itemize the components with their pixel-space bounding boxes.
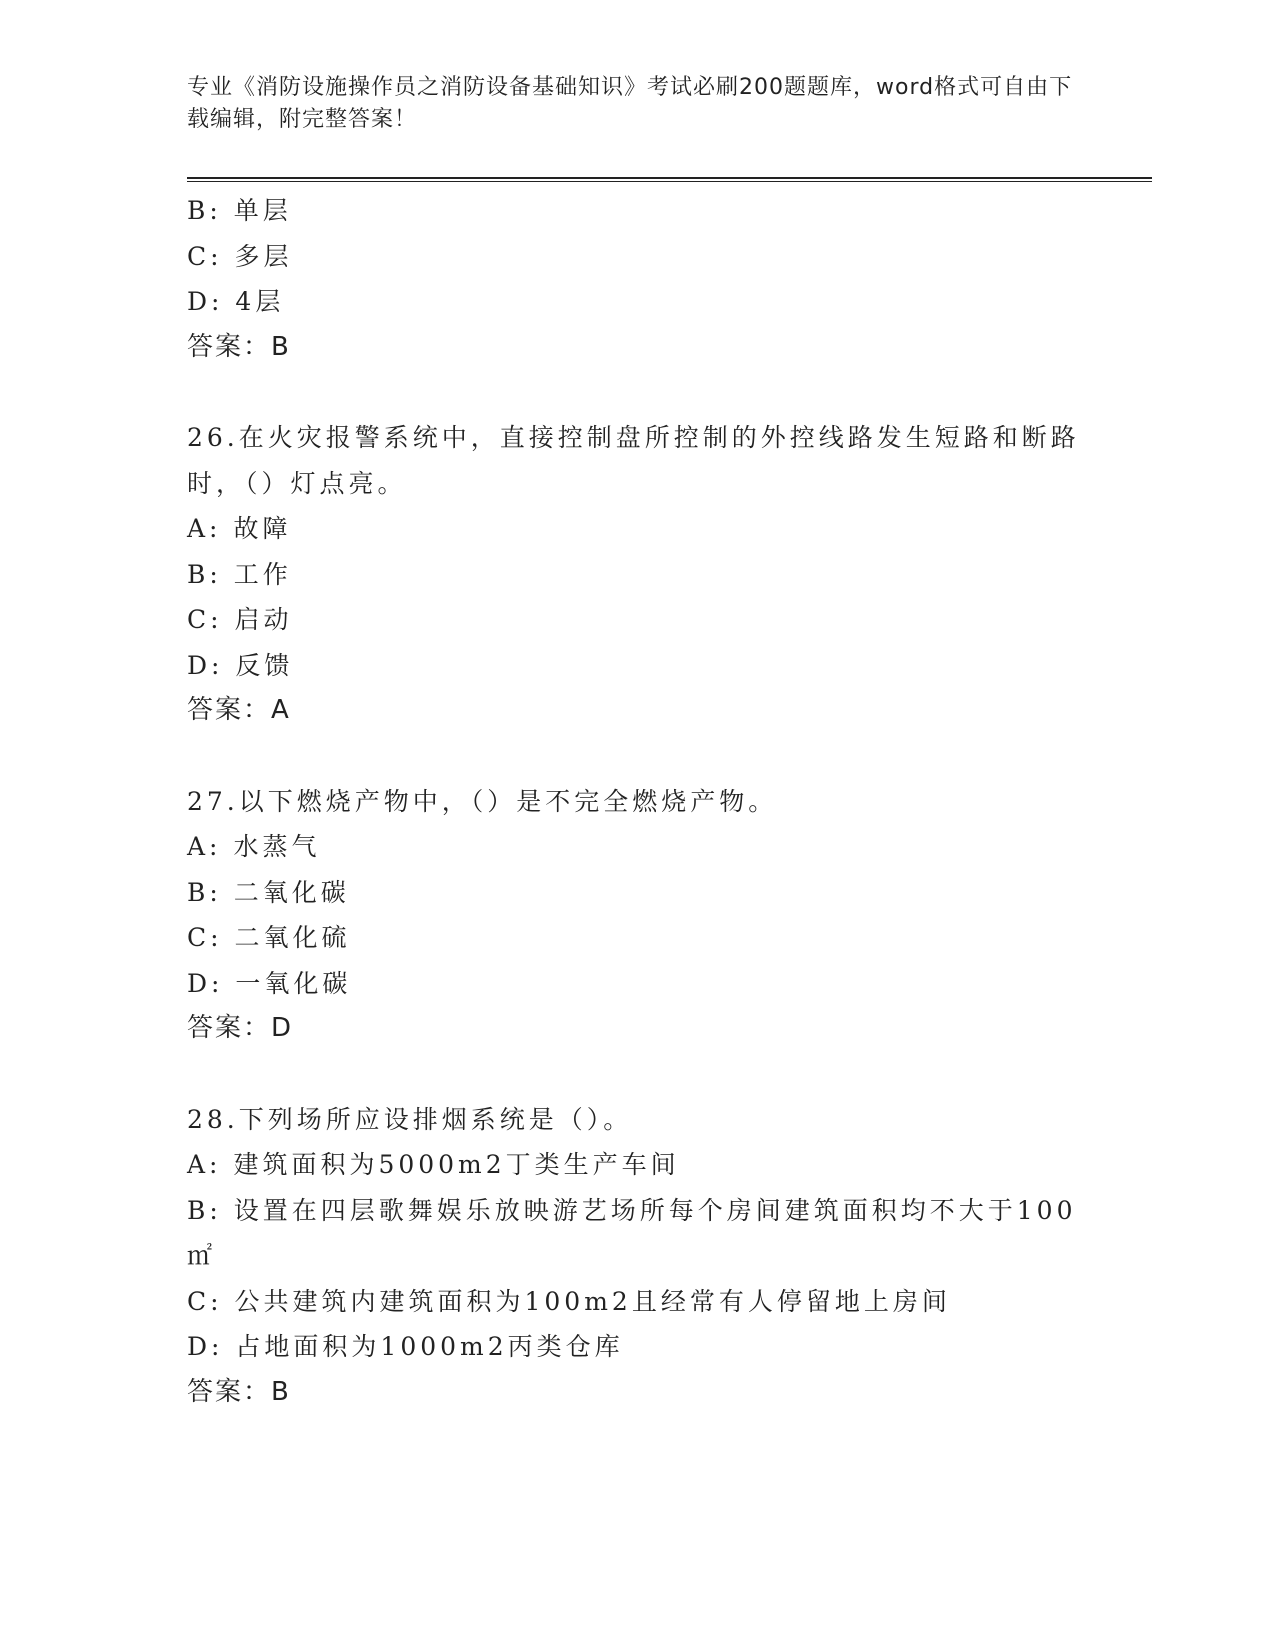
question-number: 27. [187, 786, 239, 816]
option-text: 水蒸气 [233, 832, 321, 861]
option-key: B: [187, 877, 234, 907]
option-b [187, 188, 1087, 234]
option-b [187, 870, 1087, 916]
option-key: D: [187, 1332, 236, 1361]
answer-line [187, 688, 1087, 734]
question-content [187, 188, 1087, 1415]
question-text: 下列场所应设排烟系统是（）。 [238, 1104, 633, 1134]
question-stem [187, 1097, 1087, 1143]
option-d [187, 1324, 1087, 1370]
option-key: A: [187, 832, 234, 861]
option-key: D: [187, 287, 236, 316]
question-28 [187, 1097, 1087, 1416]
question-number: 28. [187, 1104, 239, 1134]
answer-line [187, 1006, 1087, 1052]
option-text: 二氧化硫 [234, 923, 351, 952]
header-divider [187, 177, 1152, 182]
option-c [187, 597, 1087, 643]
answer-value: B [271, 1376, 291, 1407]
question-text: 以下燃烧产物中，（）是不完全燃烧产物。 [238, 786, 778, 816]
question-26 [187, 415, 1087, 734]
document-header [187, 72, 1087, 136]
document-title: 专业《消防设施操作员之消防设备基础知识》考试必刷200题题库，word格式可自由下载编辑，附完整答案！ [187, 75, 1073, 132]
answer-line [187, 1370, 1087, 1416]
spacer [187, 370, 1087, 415]
option-text: 公共建筑内建筑面积为100m2且经常有人停留地上房间 [234, 1286, 951, 1316]
question-stem [187, 779, 1087, 825]
option-key: A: [187, 1150, 234, 1179]
option-text: 启动 [234, 605, 293, 634]
answer-label: 答案： [187, 695, 272, 725]
option-text: 多层 [234, 241, 293, 271]
option-key: A: [187, 514, 234, 543]
question-stem [187, 415, 1087, 506]
answer-label: 答案： [187, 1013, 272, 1043]
option-b [187, 1188, 1087, 1279]
spacer [187, 734, 1087, 779]
option-text: 单层 [233, 196, 292, 225]
option-key: B: [187, 1195, 234, 1225]
spacer [187, 1052, 1087, 1097]
option-key: D: [187, 650, 236, 680]
option-c [187, 915, 1087, 961]
option-key: C: [187, 241, 235, 271]
option-d [187, 643, 1087, 689]
option-key: C: [187, 1286, 235, 1316]
question-27 [187, 779, 1087, 1052]
option-text: 故障 [233, 514, 292, 543]
option-a [187, 506, 1087, 552]
option-key: D: [187, 968, 236, 998]
option-a [187, 1142, 1087, 1188]
option-key: C: [187, 605, 235, 634]
option-c [187, 1279, 1087, 1325]
option-d [187, 961, 1087, 1007]
answer-value: D [271, 1013, 294, 1043]
option-a [187, 824, 1087, 870]
option-key: C: [187, 923, 235, 952]
option-text: 占地面积为1000m2丙类仓库 [235, 1332, 624, 1361]
answer-value: A [271, 695, 291, 725]
option-c [187, 234, 1087, 280]
option-text: 4层 [235, 287, 285, 316]
answer-line [187, 325, 1087, 371]
option-text: 工作 [233, 559, 292, 589]
question-25-continuation [187, 188, 1087, 370]
question-number: 26. [187, 423, 239, 452]
option-text: 一氧化碳 [235, 968, 352, 998]
option-b [187, 552, 1087, 598]
question-text: 在火灾报警系统中，直接控制盘所控制的外控线路发生短路和断路时，（）灯点亮。 [187, 423, 1080, 498]
option-text: 二氧化碳 [233, 877, 350, 907]
answer-value: B [271, 331, 291, 362]
option-key: B: [187, 196, 234, 225]
option-text: 反馈 [235, 650, 294, 680]
answer-label: 答案： [187, 331, 272, 362]
option-d [187, 279, 1087, 325]
option-text: 设置在四层歌舞娱乐放映游艺场所每个房间建筑面积均不大于100㎡ [187, 1195, 1077, 1270]
option-text: 建筑面积为5000m2丁类生产车间 [233, 1150, 680, 1179]
answer-label: 答案： [187, 1376, 272, 1407]
option-key: B: [187, 559, 234, 589]
